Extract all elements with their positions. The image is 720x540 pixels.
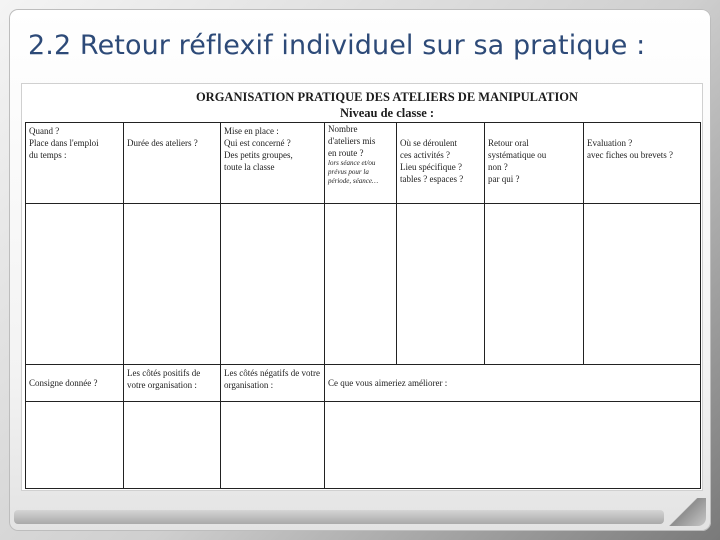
cell-text: d'ateliers mis <box>328 136 376 146</box>
empty-cell <box>124 402 221 489</box>
empty-cell <box>26 402 124 489</box>
table-header-row <box>26 123 701 204</box>
cell-text: Nombre <box>328 124 358 134</box>
header-cell-retour-oral <box>485 123 584 204</box>
cell-text: Où se déroulent <box>400 138 457 148</box>
empty-cell <box>325 204 397 365</box>
cell-text: en route ? <box>328 148 364 158</box>
header-cell-ou <box>397 123 485 204</box>
cell-text: par qui ? <box>488 174 520 184</box>
cell-text: ces activités ? <box>400 150 450 160</box>
cell-text: Evaluation ? <box>587 138 633 148</box>
empty-cell <box>124 204 221 365</box>
cell-text: Qui est concerné ? <box>224 138 291 148</box>
mid-cell-ameliorer: Ce que vous aimeriez améliorer : <box>325 365 701 402</box>
cell-text: Place dans l'emploi <box>29 138 99 148</box>
cell-text: Retour oral <box>488 138 529 148</box>
cell-text: toute la classe <box>224 162 275 172</box>
cell-text: Des petits groupes, <box>224 150 293 160</box>
empty-cell <box>26 204 124 365</box>
empty-cell <box>221 204 325 365</box>
document-title: ORGANISATION PRATIQUE DES ATELIERS DE MANIPULATION <box>195 90 579 104</box>
cell-text: Lieu spécifique ? <box>400 162 462 172</box>
cell-text: Mise en place : <box>224 126 279 136</box>
cell-note: lors séance et/ou prévus pour la période, séance… <box>328 159 379 185</box>
mid-cell-positifs: Les côtés positifs de votre organisation : <box>124 365 221 402</box>
table-middle-row <box>26 365 701 402</box>
cell-text: non ? <box>488 162 508 172</box>
organisation-table <box>25 122 701 489</box>
table-empty-row <box>26 204 701 365</box>
slide-title: 2.2 Retour réflexif individuel sur sa pratique : <box>28 30 646 61</box>
header-cell-mise-en-place <box>221 123 325 204</box>
empty-cell <box>584 204 701 365</box>
empty-cell <box>397 204 485 365</box>
cell-text: Quand ? <box>29 126 60 136</box>
header-cell-quand <box>26 123 124 204</box>
page-curl-corner <box>662 498 706 526</box>
cell-text: avec fiches ou brevets ? <box>587 150 673 160</box>
empty-cell <box>221 402 325 489</box>
cell-text: systématique ou <box>488 150 547 160</box>
header-cell-evaluation <box>584 123 701 204</box>
mid-cell-negatifs: Les côtés négatifs de votre organisation : <box>221 365 325 402</box>
header-cell-duree <box>124 123 221 204</box>
cell-text: Durée des ateliers ? <box>127 138 198 148</box>
document-image <box>22 84 702 490</box>
header-cell-nombre-ateliers <box>325 123 397 204</box>
empty-cell <box>325 402 701 489</box>
slide-bottom-bar <box>14 510 664 524</box>
mid-cell-consigne: Consigne donnée ? <box>26 365 124 402</box>
document-subtitle: Niveau de classe : <box>339 106 435 120</box>
table-bottom-row <box>26 402 701 489</box>
cell-text: du temps : <box>29 150 67 160</box>
empty-cell <box>485 204 584 365</box>
cell-text: tables ? espaces ? <box>400 174 464 184</box>
